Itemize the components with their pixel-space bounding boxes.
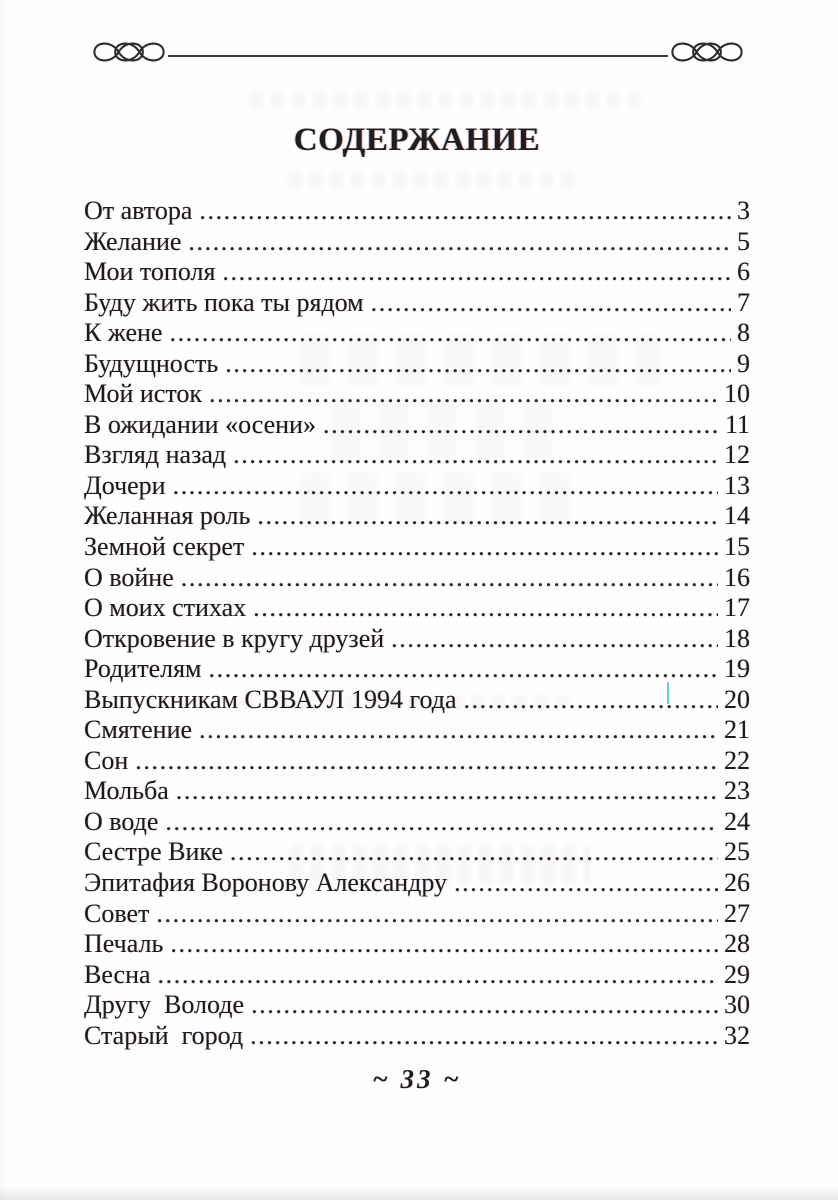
toc-entry-page: 7 xyxy=(737,287,750,317)
toc-entry-page: 9 xyxy=(737,348,750,378)
toc-entry-page: 16 xyxy=(724,562,750,592)
toc-entry-page: 22 xyxy=(724,745,750,775)
toc-row xyxy=(84,257,750,288)
dot-leader xyxy=(251,990,718,1020)
toc-entry-page: 23 xyxy=(724,776,750,806)
toc-entry-page: 27 xyxy=(724,898,750,928)
toc-entry-title: О моих стихах xyxy=(84,593,247,623)
toc-row xyxy=(84,624,750,655)
toc-row xyxy=(84,776,750,807)
toc-entry-title: Мои тополя xyxy=(84,257,216,287)
dot-leader xyxy=(170,929,718,959)
toc-entry-title: Будущность xyxy=(84,348,219,378)
toc-entry-page: 30 xyxy=(724,990,750,1020)
toc-row xyxy=(84,685,750,716)
toc-entry-page: 20 xyxy=(724,684,750,714)
dot-leader xyxy=(199,715,718,745)
dot-leader xyxy=(251,532,718,562)
toc-row xyxy=(84,410,750,441)
dot-leader xyxy=(158,960,718,990)
dot-leader xyxy=(222,257,731,287)
toc-entry-title: Сестре Вике xyxy=(84,837,223,867)
toc-entry-page: 21 xyxy=(724,715,750,745)
dot-leader xyxy=(323,410,719,440)
toc-entry-page: 29 xyxy=(724,959,750,989)
toc-entry-title: Сон xyxy=(84,745,129,775)
toc-entry-title: Другу Володе xyxy=(84,990,245,1020)
toc-entry-page: 11 xyxy=(724,409,750,439)
dot-leader xyxy=(209,379,718,409)
dot-leader xyxy=(209,654,719,684)
toc-entry-title: К жене xyxy=(84,318,163,348)
toc-entry-title: Желанная роль xyxy=(84,501,251,531)
header-rule xyxy=(168,55,668,57)
toc-row xyxy=(84,746,750,777)
scan-edge xyxy=(0,1186,838,1200)
toc-row xyxy=(84,563,750,594)
toc-entry-title: Весна xyxy=(84,959,151,989)
toc-entry-title: Родителям xyxy=(84,654,202,684)
toc-entry-title: Смятение xyxy=(84,715,193,745)
toc-entry-title: Выпускникам СВВАУЛ 1994 года xyxy=(84,684,457,714)
toc-entry-title: Старый город xyxy=(84,1020,244,1050)
toc-row xyxy=(84,532,750,563)
page-title: СОДЕРЖАНИЕ xyxy=(293,122,541,158)
toc-row xyxy=(84,837,750,868)
toc-entry-title: Желание xyxy=(84,226,182,256)
toc-row xyxy=(84,196,750,227)
toc-entry-title: Дочери xyxy=(84,470,166,500)
toc-entry-page: 14 xyxy=(724,501,750,531)
toc-row xyxy=(84,929,750,960)
dot-leader xyxy=(463,685,718,715)
toc-entry-page: 25 xyxy=(724,837,750,867)
dot-leader xyxy=(135,746,718,776)
toc-row xyxy=(84,440,750,471)
toc-row xyxy=(84,227,750,258)
toc-entry-title: Взгляд назад xyxy=(84,440,227,470)
toc-entry-title: В ожидании «осени» xyxy=(84,409,316,439)
toc-entry-title: Печаль xyxy=(84,929,164,959)
dot-leader xyxy=(173,471,718,501)
toc-entry-title: Земной секрет xyxy=(84,532,245,562)
dot-leader xyxy=(233,440,718,470)
toc-entry-page: 32 xyxy=(724,1020,750,1050)
dot-leader xyxy=(188,227,731,257)
toc-entry-title: О войне xyxy=(84,562,174,592)
page-number: ~ 33 ~ xyxy=(372,1064,462,1094)
toc-entry-title: От автора xyxy=(84,196,193,225)
toc-entry-page: 17 xyxy=(724,593,750,623)
dot-leader xyxy=(454,868,718,898)
toc-entry-title: Мой исток xyxy=(84,379,202,409)
toc-row xyxy=(84,899,750,930)
toc-row xyxy=(84,868,750,899)
dot-leader xyxy=(371,288,731,318)
toc-row xyxy=(84,654,750,685)
toc-row xyxy=(84,318,750,349)
dot-leader xyxy=(391,624,718,654)
knot-ornament-icon xyxy=(84,32,174,72)
dot-leader xyxy=(176,776,718,806)
toc-entry-page: 12 xyxy=(724,440,750,470)
toc-entry-page: 10 xyxy=(724,379,750,409)
dot-leader xyxy=(230,837,718,867)
header-ornament-row xyxy=(84,30,752,74)
toc-row xyxy=(84,1021,750,1052)
dot-leader xyxy=(181,563,718,593)
toc-entry-page: 3 xyxy=(737,196,750,225)
toc-entry-title: Мольба xyxy=(84,776,169,806)
toc-entry-title: Откровение в кругу друзей xyxy=(84,623,385,653)
scan-edge xyxy=(0,0,8,1200)
toc-row xyxy=(84,960,750,991)
dot-leader xyxy=(165,807,718,837)
toc-row xyxy=(84,990,750,1021)
toc-row xyxy=(84,715,750,746)
toc-entry-page: 13 xyxy=(724,470,750,500)
toc-entry-title: Эпитафия Воронову Александру xyxy=(84,868,448,898)
dot-leader xyxy=(169,318,731,348)
toc-row xyxy=(84,807,750,838)
toc-row xyxy=(84,501,750,532)
ghost-showthrough xyxy=(250,92,640,108)
dot-leader xyxy=(225,349,731,379)
toc-row xyxy=(84,288,750,319)
toc-row xyxy=(84,349,750,380)
ghost-showthrough xyxy=(288,172,578,188)
toc-entry-page: 18 xyxy=(724,623,750,653)
toc-entry-title: Буду жить пока ты рядом xyxy=(84,287,364,317)
toc-list xyxy=(84,196,750,1051)
dot-leader xyxy=(199,196,731,226)
dot-leader xyxy=(253,593,718,623)
dot-leader xyxy=(156,899,718,929)
dot-leader xyxy=(257,501,718,531)
toc-entry-page: 8 xyxy=(737,318,750,348)
toc-entry-page: 28 xyxy=(724,929,750,959)
toc-entry-title: О воде xyxy=(84,806,159,836)
toc-entry-title: Совет xyxy=(84,898,150,928)
toc-entry-page: 19 xyxy=(724,654,750,684)
toc-entry-page: 15 xyxy=(724,532,750,562)
toc-row xyxy=(84,379,750,410)
toc-entry-page: 24 xyxy=(724,806,750,836)
scan-artifact xyxy=(667,682,669,704)
toc-row xyxy=(84,593,750,624)
toc-entry-page: 5 xyxy=(737,226,750,256)
toc-entry-page: 26 xyxy=(724,868,750,898)
dot-leader xyxy=(250,1021,718,1051)
toc-entry-page: 6 xyxy=(737,257,750,287)
toc-row xyxy=(84,471,750,502)
knot-ornament-icon xyxy=(662,32,752,72)
